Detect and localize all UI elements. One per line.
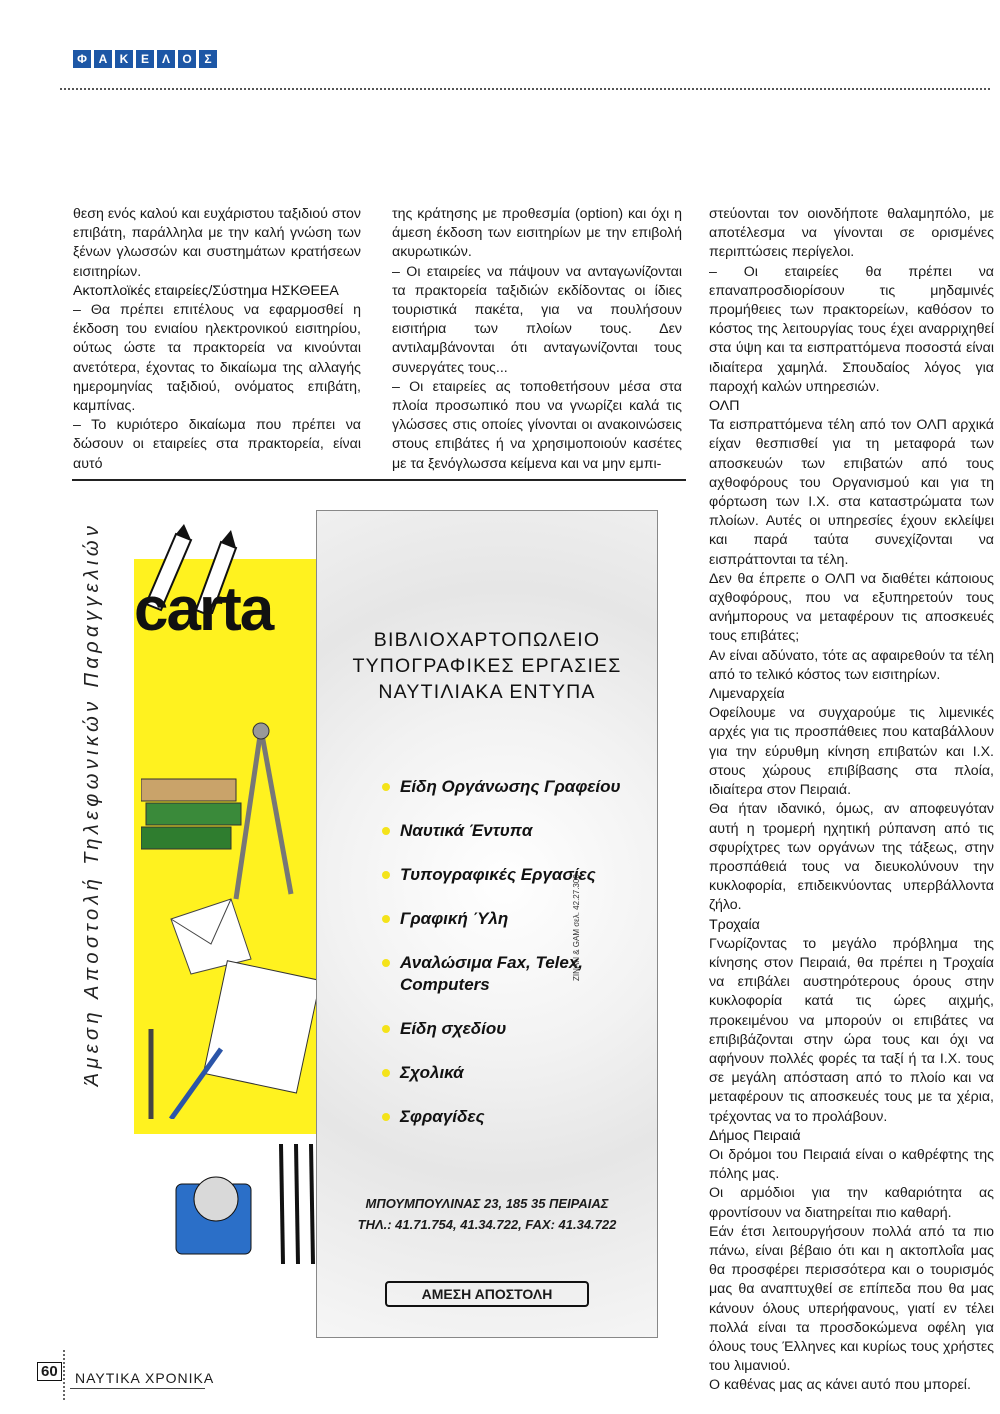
ad-product-item: [382, 776, 652, 798]
ad-product-item: [382, 1062, 652, 1084]
bullet-icon: [382, 783, 390, 791]
ad-product-label: Σφραγίδες: [400, 1107, 485, 1126]
ad-product-item: [382, 1106, 652, 1128]
magazine-title: ΝΑΥΤΙΚΑ ΧΡΟΝΙΚΑ: [75, 1370, 215, 1386]
ad-product-label: Σχολικά: [400, 1063, 464, 1082]
tape-dispenser-icon: [171, 1144, 321, 1274]
section-letter: Ο: [178, 50, 196, 68]
paragraph: Γνωρίζοντας το μεγάλο πρόβλημα της κίνησης στον Πειραιά, θα πρέπει η Τροχαία να επιβάλει αυστηρότερους όρους στην κυκλοφορία κατά τις ώρες αιχμής, προκειμένου να μπορούν οι επιβάτες να επιβιβάζονται στην ώρα τους και όχι να αφήνουν πολλές φορές τα ταξί ή τα Ι.Χ. τους σε μεγάλη απόσταση από το πλοίο και να μεταφέρουν τις αποσκευές τους με τα χέρια, τρέχοντας να το προλάβουν.: [709, 935, 994, 1125]
ad-product-item: [382, 908, 652, 930]
ad-title-line-2: ΤΥΠΟΓΡΑΦΙΚΕΣ ΕΡΓΑΣΙΕΣ: [352, 655, 622, 677]
direct-delivery-badge: ΑΜΕΣΗ ΑΠΟΣΤΟΛΗ: [385, 1281, 589, 1307]
ad-product-item: [382, 952, 652, 996]
ad-product-label: Είδη σχεδίου: [400, 1019, 507, 1038]
footer-rule: [70, 1388, 205, 1389]
section-letter: Κ: [115, 50, 133, 68]
section-heading: Λιμεναρχεία: [709, 686, 785, 703]
section-heading: ΟΛΠ: [709, 398, 740, 415]
ad-product-label: Είδη Οργάνωσης Γραφείου: [400, 777, 621, 796]
ad-title-line-3: ΝΑΥΤΙΛΙΑΚΑ ΕΝΤΥΠΑ: [378, 681, 596, 703]
section-rule: [72, 479, 686, 481]
carta-advertisement: [76, 494, 660, 1342]
bullet-icon: [382, 1113, 390, 1121]
paragraph: – Οι εταιρείες θα πρέπει να επαναπροσδιορίσουν τις μηδαμινές προμήθειες των πρακτορείων, καθόσον το κόστος της λειτουργίας τους έχει αναρριχηθεί στα ύψη και τα εισπραττόμενα ποσοστά είναι ιδιαίτερα χαμηλά. Σπουδαίος λόγος για παροχή καλών υπηρεσιών.: [709, 263, 994, 395]
section-letter: Φ: [73, 50, 91, 68]
paragraph: Οφείλουμε να συγχαρούμε τις λιμενικές αρχές για τις προσπάθειες που καταβάλλουν για την εύρυθμη κίνηση επιβατών και Ι.Χ. στους χώρους επιβίβασης στα πλοία, ιδιαίτερα στον Πειραιά.: [709, 705, 994, 799]
ad-title-line-1: ΒΙΒΛΙΟΧΑΡΤΟΠΩΛΕΙΟ: [373, 629, 601, 651]
ad-credit: ZINAN & GAM σελ. 42.27.300: [572, 874, 581, 981]
section-label: [73, 50, 217, 68]
ad-product-item: [382, 864, 652, 886]
ad-phones: ΤΗΛ.: 41.71.754, 41.34.722, FAX: 41.34.722: [357, 1217, 617, 1232]
ad-vertical-slogan: Άμεση Αποστολή Τηλεφωνικών Παραγγελιών: [81, 521, 103, 1087]
ad-product-label: Αναλώσιμα Fax, Telex, Computers: [400, 953, 584, 994]
paragraph: – Οι εταιρείες να πάψουν να ανταγωνίζονται τα πρακτορεία ταξιδιών εκδίδοντας οι ίδιες τουριστικά πακέτα, για να πουλήσουν εισιτήρια των πλοίων τους. Δεν αντιλαμβάνονται ότι ανταγωνίζονται τους συνεργάτες τους...: [392, 263, 682, 376]
ad-info-box: [316, 510, 658, 1338]
ad-product-label: Τυπογραφικές Εργασίες: [400, 865, 596, 884]
ad-product-label: Γραφική Ύλη: [400, 909, 509, 928]
bullet-icon: [382, 1069, 390, 1077]
bullet-icon: [382, 827, 390, 835]
paragraph: – Το κυριότερο δικαίωμα που πρέπει να δώσουν οι εταιρείες στα πρακτορεία, είναι αυτό: [73, 417, 361, 472]
section-heading: Ακτοπλοϊκές εταιρείες/Σύστημα ΗΣΚΘΕΕΑ: [73, 282, 339, 299]
ad-product-label: Ναυτικά Έντυπα: [400, 821, 533, 840]
paragraph: στεύονται τον οιονδήποτε θαλαμηπόλο, με αποτέλεσμα να γίνονται σε ορισμένες περιπτώσεις περίγελοι.: [709, 206, 994, 261]
stationery-illustration: [141, 719, 316, 1119]
paragraph: Εάν έτσι λειτουργήσουν πολλά από τα πιο πάνω, είναι βέβαιο ότι και η ακτοπλοΐα μας θα προσφέρει περισσότερα και ο τουρισμός μας θα αναπτυχθεί σε επίπεδα που θα μας κάνουν όλους υπερήφανους, γιατί εν τέλει πολλά είναι τα προσδοκώμενα οφέλη για όλους τους Έλληνες και κυρίως τους χρήστες του λιμανιού.: [709, 1223, 994, 1375]
paragraph: Δεν θα έπρεπε ο ΟΛΠ να διαθέτει κάποιους αχθοφόρους, που να εξυπηρετούν τους ανήμπορους να μεταφέρουν τις αποσκευές τους επιβάτες;: [709, 570, 994, 645]
ad-address: ΜΠΟΥΜΠΟΥΛΙΝΑΣ 23, 185 35 ΠΕΙΡΑΙΑΣ: [365, 1196, 609, 1211]
paragraph: Οι αρμόδιοι για την καθαριότητα ας φροντίσουν να διατηρείται πιο καθαρή.: [709, 1185, 994, 1221]
text-column-3: [709, 205, 994, 1396]
paragraph: Θα ήταν ιδανικό, όμως, αν αποφευγόταν αυτή η τρομερή ηχητική ρύπανση από τις σφυρίχτρες των οργάνων της τάξεως, στην προσπάθειά τους να διευκολύνουν την κυκλοφορία, επιδεικνύοντας υπερβάλλοντα ζήλο.: [709, 801, 994, 914]
section-heading: Δήμος Πειραιά: [709, 1127, 801, 1144]
ad-product-list: [382, 776, 652, 1150]
footer-divider: [63, 1350, 65, 1400]
text-column-1: [73, 205, 361, 474]
paragraph: – Οι εταιρείες ας τοποθετήσουν μέσα στα πλοία προσωπικό που να γνωρίζει καλά τις γλώσσες στις οποίες γίνονται οι ανακοινώσεις στους επιβάτες ή να χρησιμοποιούν κασέτες με τα ξενόγλωσσα κείμενα και να μην εμπι-: [392, 378, 682, 472]
paragraph: – Θα πρέπει επιτέλους να εφαρμοσθεί η έκδοση του ενιαίου ηλεκτρονικού εισιτηρίου, ούτως ώστε τα πρακτορεία να κινούνται ανετότερα, έχοντας το δικαίωμα της αλλαγής ημερομηνίας ταξιδιού, ονόματος επιβάτη, καμπίνας.: [73, 302, 361, 415]
header-divider: [60, 88, 990, 90]
text-column-2: [392, 205, 682, 474]
section-letter: Σ: [199, 50, 217, 68]
bullet-icon: [382, 959, 390, 967]
section-heading: Τροχαία: [709, 916, 760, 933]
section-letter: Λ: [157, 50, 175, 68]
paragraph: Αν είναι αδύνατο, τότε ας αφαιρεθούν τα τέλη από το τελικό κόστος των εισιτηρίων.: [709, 647, 994, 683]
paragraph: θεση ενός καλού και ευχάριστου ταξιδιού στον επιβάτη, παράλληλα με την καλή γνώση των ξένων γλωσσών και συστημάτων κρατήσεων εισιτηρίων.: [73, 206, 361, 280]
bullet-icon: [382, 1025, 390, 1033]
page-number: 60: [37, 1362, 62, 1381]
paragraph: Οι δρόμοι του Πειραιά είναι ο καθρέφτης της πόλης μας.: [709, 1146, 994, 1183]
carta-logo: carta: [134, 575, 273, 644]
paragraph: Τα εισπραττόμενα τέλη από τον ΟΛΠ αρχικά είχαν θεσπισθεί για τη μεταφορά των αποσκευών των επιβατών από τους αχθοφόρους του Οργανισμού και για τη φόρτωση των Ι.Χ. στα καταστρώματα των πλοίων. Αυτές οι υπηρεσίες έχουν εκλείψει και παρά ταύτα συνεχίζονται να εισπράττονται τα τέλη.: [709, 417, 994, 568]
bullet-icon: [382, 871, 390, 879]
paragraph: της κράτησης με προθεσμία (option) και όχι η άμεση έκδοση των εισιτηρίων με την επιβολή ακυρωτικών.: [392, 206, 682, 261]
section-letter: Α: [94, 50, 112, 68]
bullet-icon: [382, 915, 390, 923]
ad-product-item: [382, 820, 652, 842]
section-letter: Ε: [136, 50, 154, 68]
paragraph: Ο καθένας μας ας κάνει αυτό που μπορεί.: [709, 1377, 971, 1394]
ad-product-item: [382, 1018, 652, 1040]
